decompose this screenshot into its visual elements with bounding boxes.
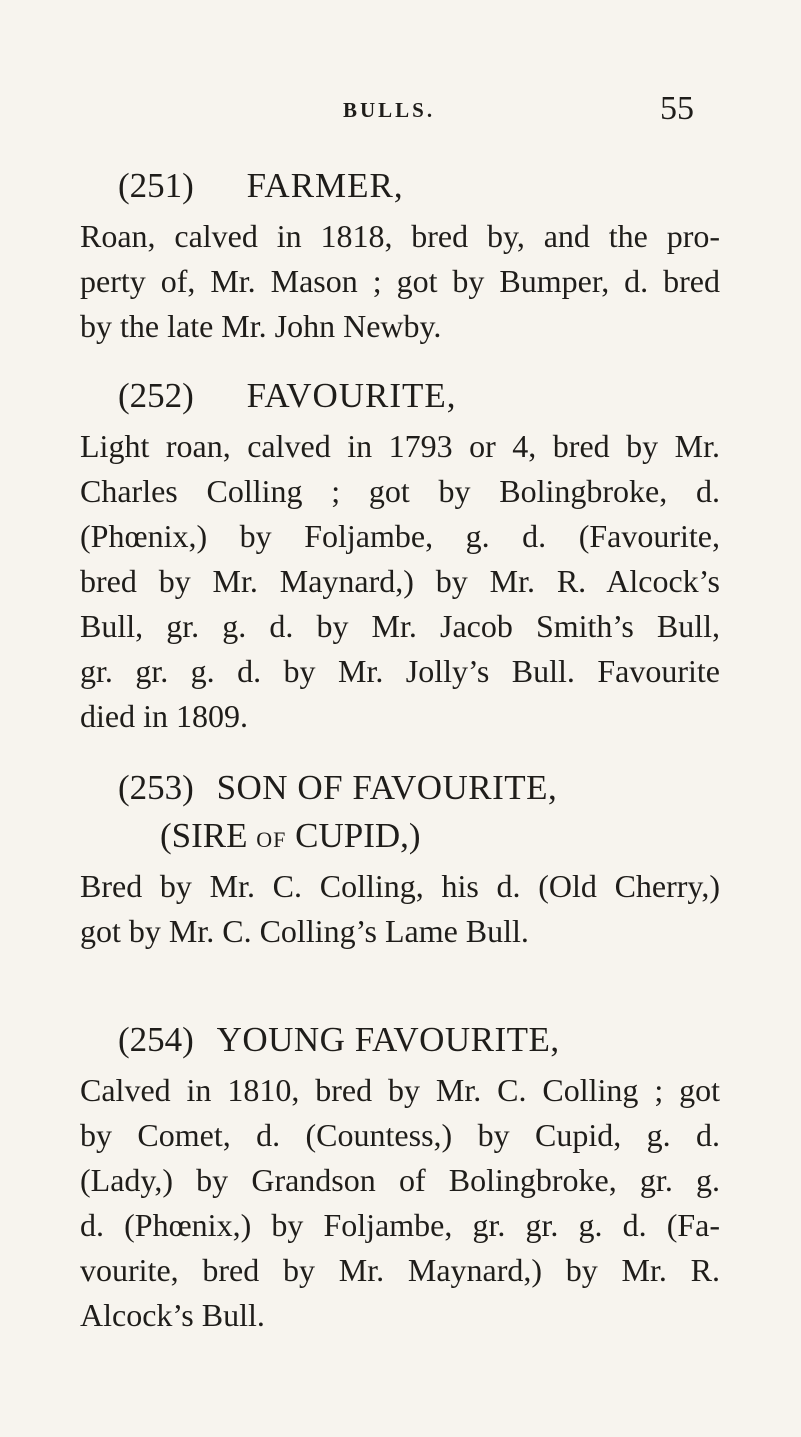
entry-heading [80,764,720,812]
entry-251 [80,162,720,349]
entry-description [80,214,720,349]
entry-name: FAVOURITE, [246,376,457,415]
entry-name: YOUNG FAVOURITE, [216,1020,560,1059]
entry-254 [80,1016,720,1338]
text-line: perty of, Mr. Mason ; got by Bumper, d. bred [80,263,720,299]
text-line: Alcock’s Bull. [80,1297,265,1333]
text-line: Calved in 1810, bred by Mr. C. Colling ; got [80,1072,720,1108]
subheading-post: CUPID,) [286,816,421,855]
entry-number: (253) [118,768,194,807]
text-line: d. (Phœnix,) by Foljambe, gr. gr. g. d. (Fa- [80,1207,720,1243]
text-line: Bred by Mr. C. Colling, his d. (Old Cherry,) [80,868,720,904]
text-line: Light roan, calved in 1793 or 4, bred by Mr. [80,428,720,464]
subheading-pre: (SIRE [160,816,257,855]
text-line: by the late Mr. John Newby. [80,308,442,344]
running-head [0,90,801,130]
running-title: BULLS. [343,98,436,122]
text-line: died in 1809. [80,698,248,734]
entry-heading [80,372,720,420]
entry-253 [80,764,720,954]
entry-252 [80,372,720,739]
text-line: Charles Colling ; got by Bolingbroke, d. [80,473,720,509]
entry-heading [80,1016,720,1064]
text-line: gr. gr. g. d. by Mr. Jolly’s Bull. Favourite [80,653,720,689]
text-line: got by Mr. C. Colling’s Lame Bull. [80,913,529,949]
text-line: Bull, gr. g. d. by Mr. Jacob Smith’s Bull, [80,608,720,644]
entry-name: FARMER, [246,166,404,205]
text-line: bred by Mr. Maynard,) by Mr. R. Alcock’s [80,563,720,599]
entry-description [80,864,720,954]
entry-number: (252) [118,376,194,415]
text-line: Roan, calved in 1818, bred by, and the pro- [80,218,720,254]
entry-description [80,1068,720,1338]
entry-name: SON OF FAVOURITE, [216,768,558,807]
text-line: vourite, bred by Mr. Maynard,) by Mr. R. [80,1252,720,1288]
entry-subheading [80,812,720,860]
entry-number: (254) [118,1020,194,1059]
text-line: by Comet, d. (Countess,) by Cupid, g. d. [80,1117,720,1153]
text-line: (Lady,) by Grandson of Bolingbroke, gr. g. [80,1162,720,1198]
entry-heading [80,162,720,210]
entry-description [80,424,720,739]
text-line: (Phœnix,) by Foljambe, g. d. (Favourite, [80,518,720,554]
subheading-small-caps: OF [256,827,287,852]
page-number: 55 [660,90,694,127]
entry-number: (251) [118,166,194,205]
